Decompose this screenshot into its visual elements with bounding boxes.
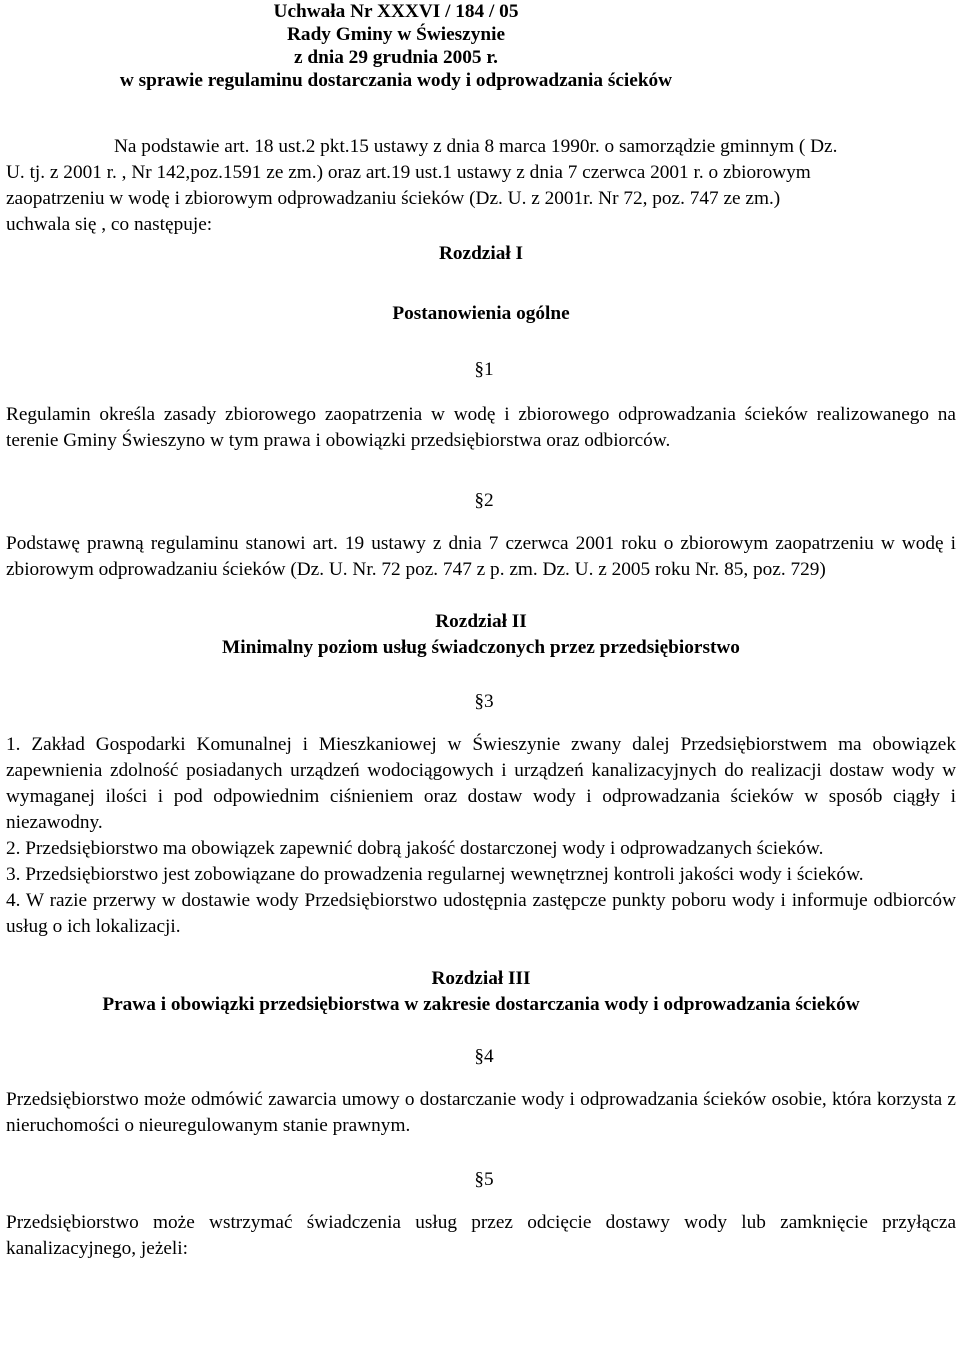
list-item: 2. Przedsiębiorstwo ma obowiązek zapewnić dobrą jakość dostarczonej wody i odprowadzanych ścieków. (6, 838, 824, 859)
chapter-subtitle: Prawa i obowiązki przedsiębiorstwa w zakresie dostarczania wody i odprowadzania ścieków (102, 994, 860, 1015)
legal-basis (6, 134, 956, 238)
section-number: §1 (474, 359, 494, 380)
resolution-number: Uchwała Nr XXXVI / 184 / 05 (273, 1, 519, 22)
intro-line: zaopatrzeniu w wodę i zbiorowym odprowadzaniu ścieków (Dz. U. z 2001r. Nr 72, poz. 747 ze zm.) (6, 188, 781, 209)
resolution-header (6, 0, 786, 92)
intro-line: Na podstawie art. 18 ust.2 pkt.15 ustawy z dnia 8 marca 1990r. o samorządzie gminnym ( Dz. (114, 136, 838, 157)
resolution-subject: w sprawie regulaminu dostarczania wody i odprowadzania ścieków (119, 70, 673, 91)
intro-line: U. tj. z 2001 r. , Nr 142,poz.1591 ze zm.) oraz art.19 ust.1 ustawy z dnia 7 czerwca 2001 r. o zbiorowym (6, 162, 811, 183)
section-paragraph: Przedsiębiorstwo może odmówić zawarcia umowy o dostarczanie wody i odprowadzania ścieków osobie, która korzysta z nieruchomości o nieuregulowanym stanie prawnym. (6, 1089, 956, 1136)
chapter-subtitle: Postanowienia ogólne (392, 303, 570, 324)
section-number: §3 (474, 691, 494, 712)
list-item: 3. Przedsiębiorstwo jest zobowiązane do prowadzenia regularnej wewnętrznej kontroli jakości wody i ścieków. (6, 864, 864, 885)
chapter-title: Rozdział II (435, 611, 527, 632)
section-number: §5 (474, 1169, 494, 1190)
section-number: §4 (474, 1046, 494, 1067)
council-name: Rady Gminy w Świeszynie (287, 24, 505, 45)
chapter-title: Rozdział III (431, 968, 531, 989)
list-item: 4. W razie przerwy w dostawie wody Przedsiębiorstwo udostępnia zastępcze punkty poboru wody i informuje odbiorców usług o ich lokalizacji. (6, 890, 956, 937)
resolution-date: z dnia 29 grudnia 2005 r. (294, 47, 498, 68)
chapter-title: Rozdział I (438, 243, 524, 264)
document-page (6, 0, 956, 1262)
section-paragraph: Przedsiębiorstwo może wstrzymać świadczenia usług przez odcięcie dostawy wody lub zamknięcie przyłącza kanalizacyjnego, jeżeli: (6, 1212, 956, 1259)
chapter-subtitle: Minimalny poziom usług świadczonych przez przedsiębiorstwo (222, 637, 740, 658)
section-number: §2 (474, 490, 494, 511)
section-paragraph: Podstawę prawną regulaminu stanowi art. 19 ustawy z dnia 7 czerwca 2001 roku o zbiorowym zaopatrzeniu w wodę i zbiorowym odprowadzaniu ścieków (Dz. U. Nr. 72 poz. 747 z p. zm. Dz. U. z 2005 roku Nr. 85, poz. 729) (6, 533, 956, 580)
intro-line: uchwala się , co następuje: (6, 214, 213, 235)
section-paragraph: Regulamin określa zasady zbiorowego zaopatrzenia w wodę i zbiorowego odprowadzania ścieków realizowanego na terenie Gminy Świeszyno w tym prawa i obowiązki przedsiębiorstwa oraz odbiorców. (6, 404, 956, 451)
list-item: 1. Zakład Gospodarki Komunalnej i Mieszkaniowej w Świeszynie zwany dalej Przedsiębiorstwem ma obowiązek zapewnienia zdolność posiadanych urządzeń wodociągowych i urządzeń kanalizacyjnych do realizacji dostaw wody w wymaganej ilości i pod odpowiednim ciśnieniem oraz dostaw wody i odprowadzania ścieków w sposób ciągły i niezawodny. (6, 734, 956, 833)
